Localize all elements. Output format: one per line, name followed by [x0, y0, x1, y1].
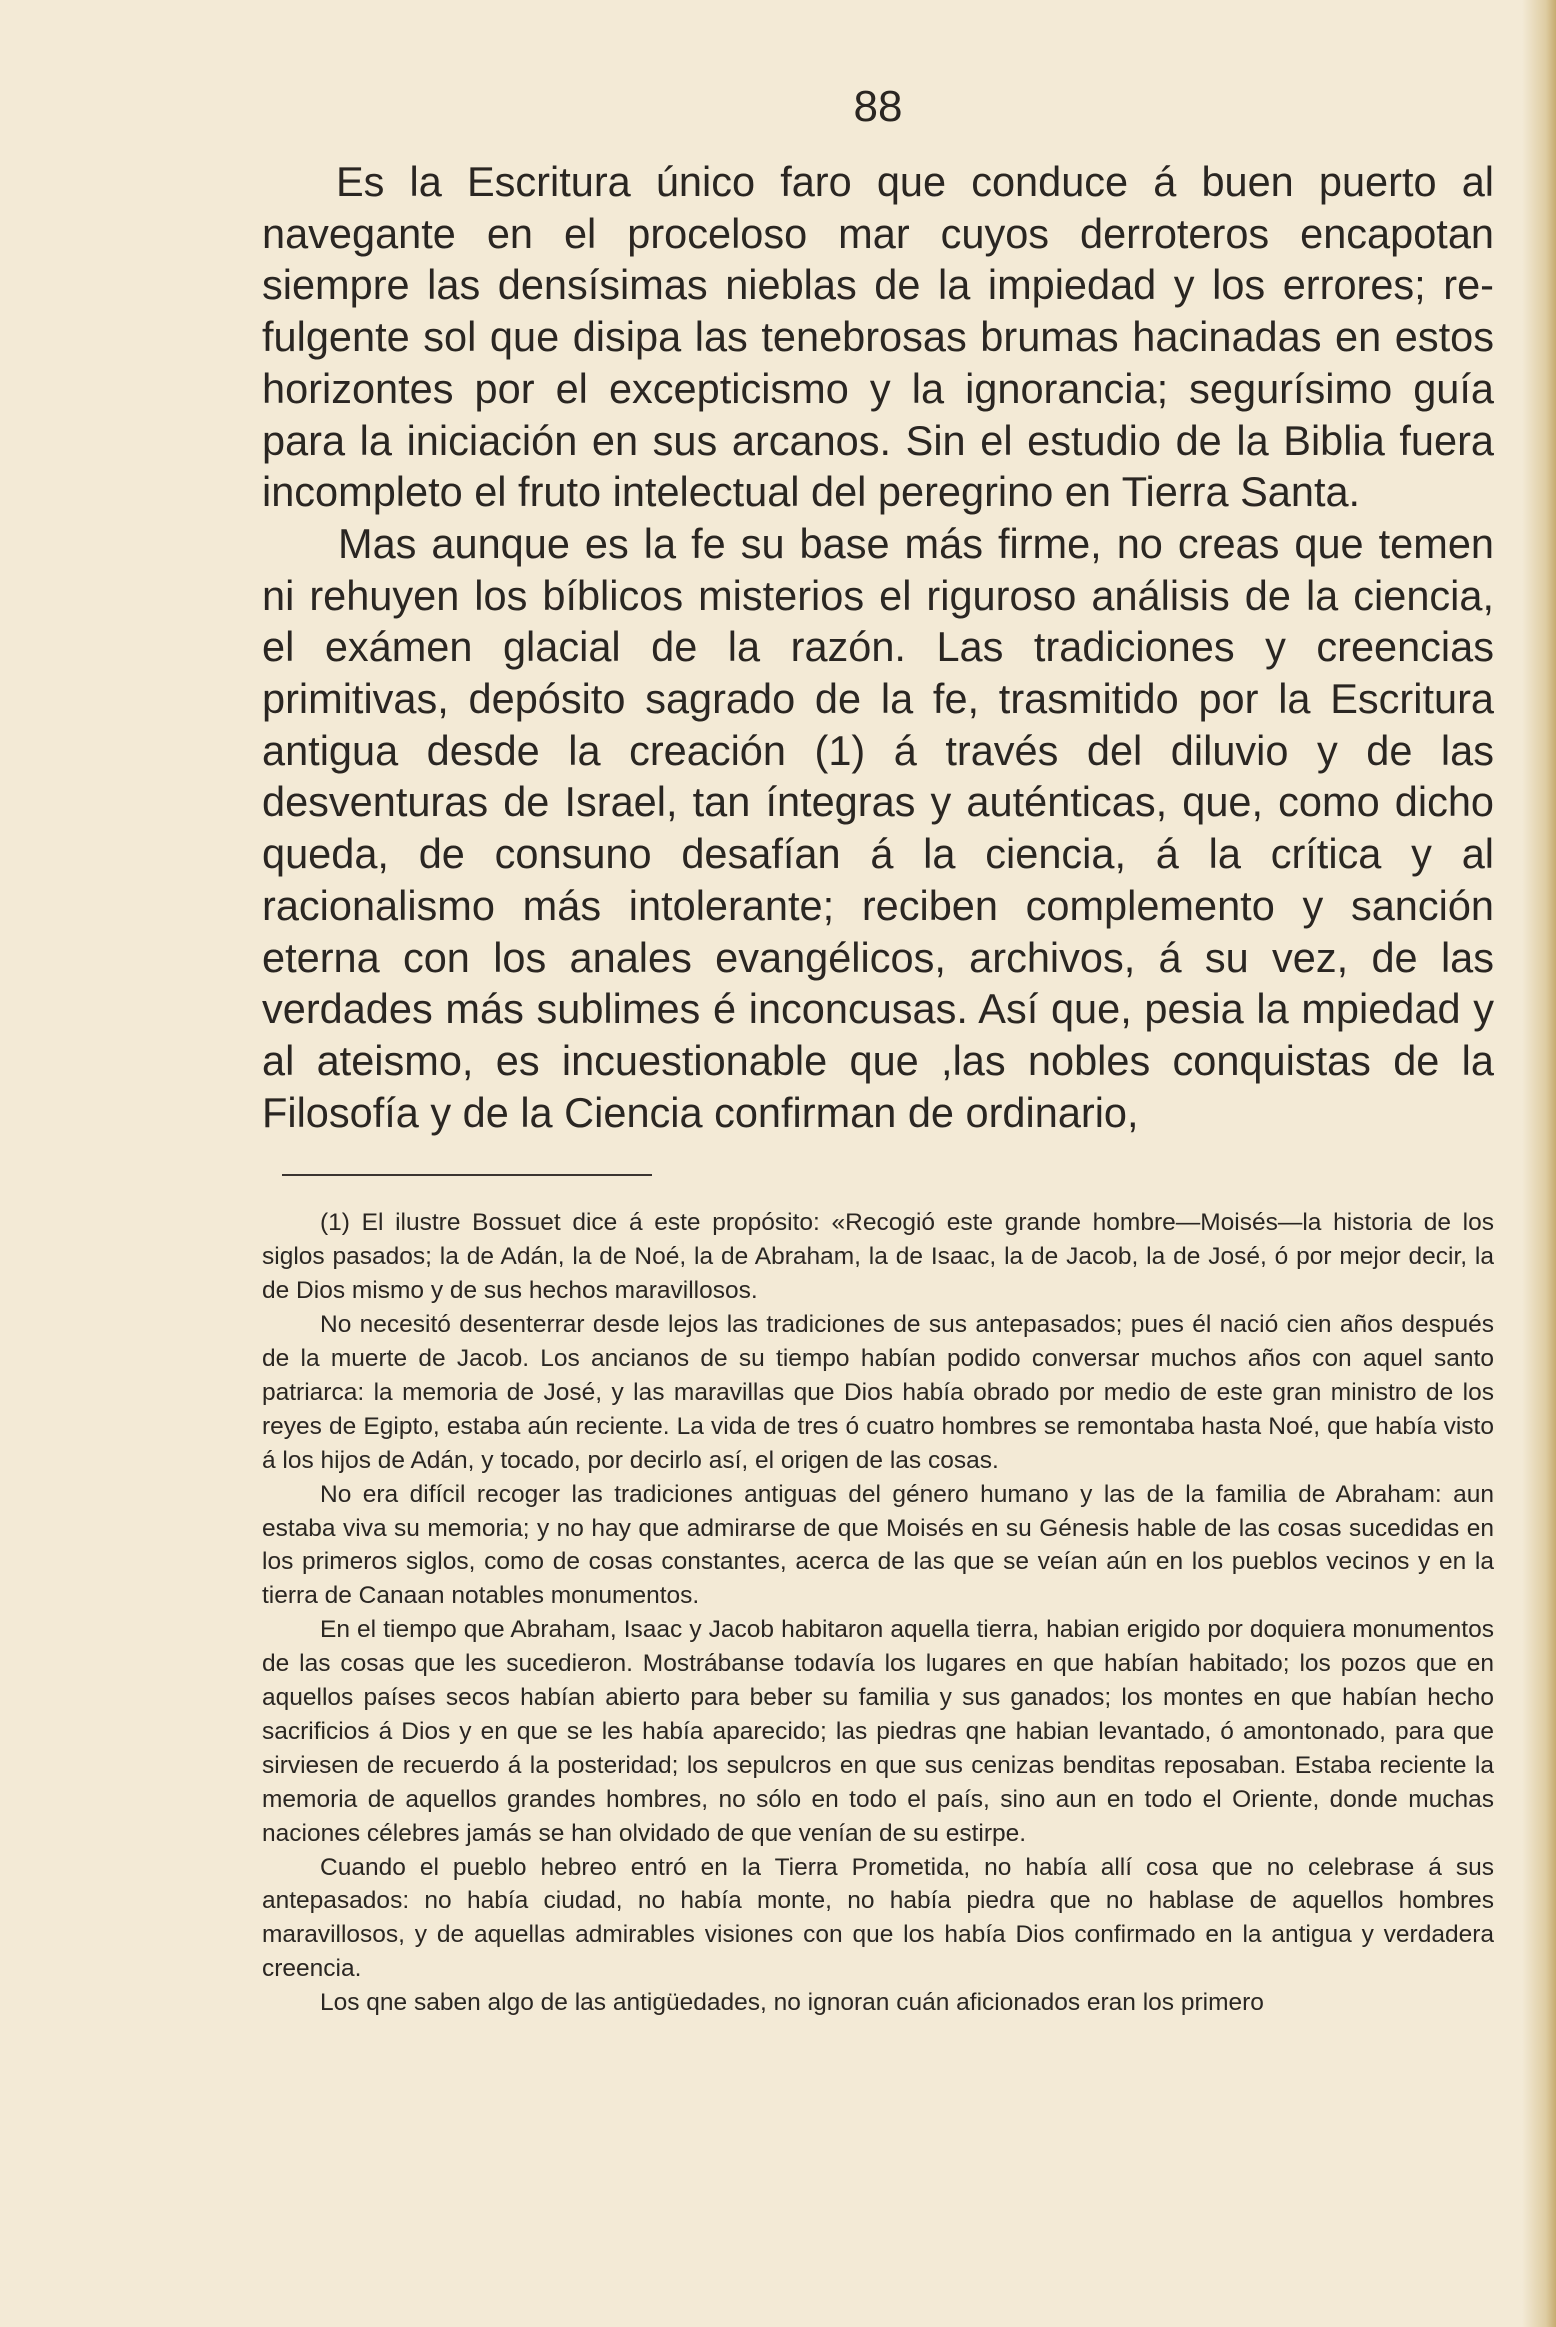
footnote-paragraph-6: Los qne saben algo de las antigüedades, no ignoran cuán aficionados eran los primero [320, 1989, 1264, 2017]
footnotes [262, 1206, 1494, 2020]
page-number: 88 [853, 82, 903, 131]
book-page [262, 80, 1494, 2020]
footnote-paragraph-3: No era difícil recoger las tradiciones antiguas del género humano y las de la familia de Abraham: aun estaba viva su memoria; y no hay que admirarse de que Moisés en su Génesis hable de las cosas sucedidas en los primeros siglos, como de cosas constantes, acerca de las que se veían aún en los pueblos vecinos y en la tierra de Canaan notables monumentos. [262, 1480, 1494, 1610]
footnote-paragraph-4: En el tiempo que Abraham, Isaac y Jacob habitaron aquella tierra, habian erigido por doquiera monumentos de las cosas que les sucedieron. Mostrábanse todavía los lugares en que habían habitado; los pozos que en aquellos países secos habían abierto para beber su familia y sus ganados; los montes en que habían hecho sacrificios á Dios y en que se les había aparecido; las piedras qne habian levantado, ó amontonado, para que sirviesen de recuerdo á la posteridad; los sepulcros en que sus cenizas benditas reposaban. Estaba reciente la memoria de aquellos grandes hombres, no sólo en todo el país, sino aun en todo el Oriente, donde muchas naciones célebres jamás se han olvidado de que venían de su estirpe. [262, 1616, 1494, 1847]
paragraph-1: Es la Escritura único faro que conduce á buen puerto al navegante en el proceloso mar cuyos derroteros encapotan siempre las densísimas nieblas de la impiedad y los errores; refulgente sol que disipa las tenebrosas brumas hacinadas en estos horizontes por el excepticismo y la ignorancia; segurísimo guía para la iniciación en sus arcanos. Sin el estudio de la Biblia fuera incompleto el fruto intelectual del peregrino en Tierra Santa. [262, 158, 1494, 516]
footnote-paragraph-1: (1) El ilustre Bossuet dice á este propósito: «Recogió este grande hombre—Moisés—la historia de los siglos pasados; la de Adán, la de Noé, la de Abraham, la de Isaac, la de Jacob, la de José, ó por mejor decir, la de Dios mismo y de sus hechos maravillosos. [262, 1209, 1494, 1305]
footnote-paragraph-5: Cuando el pueblo hebreo entró en la Tierra Prometida, no había allí cosa que no celebrase á sus antepasados: no había ciudad, no había monte, no había piedra que no hablase de aquellos hombres maravillosos, y de aquellas admirables visiones con que los había Dios confirmado en la antigua y verdadera creencia. [262, 1853, 1494, 1983]
footnote-paragraph-2: No necesitó desenterrar desde lejos las tradiciones de sus antepasados; pues él nació cien años después de la muerte de Jacob. Los ancianos de su tiempo habían podido conversar muchos años con aquel santo patriarca: la memoria de José, y las maravillas que Dios había obrado por medio de este gran ministro de los reyes de Egipto, estaba aún reciente. La vida de tres ó cuatro hombres se remontaba hasta Noé, que había visto á los hijos de Adán, y tocado, por decirlo así, el origen de las cosas. [262, 1311, 1494, 1474]
main-text [262, 156, 1494, 1138]
paragraph-2: Mas aunque es la fe su base más firme, no creas que temen ni rehuyen los bíblicos misterios el riguroso análisis de la ciencia, el exámen glacial de la razón. Las tradiciones y creencias primitivas, depósito sagrado de la fe, trasmitido por la Escritura antigua desde la creación (1) á través del diluvio y de las desventuras de Israel, tan íntegras y auténticas, que, como dicho queda, de consuno desafían á la ciencia, á la crítica y al racionalismo más intolerante; reciben complemento y sanción eterna con los anales evangélicos, archivos, á su vez, de las verdades más sublimes é inconcusas. Así que, pesia la mpiedad y al ateismo, es incuestionable que ,las nobles conquistas de la Filosofía y de la Ciencia confirman de ordinario, [262, 519, 1494, 1136]
footnote-separator [282, 1174, 652, 1176]
page-edge-shadow [1522, 0, 1556, 2327]
